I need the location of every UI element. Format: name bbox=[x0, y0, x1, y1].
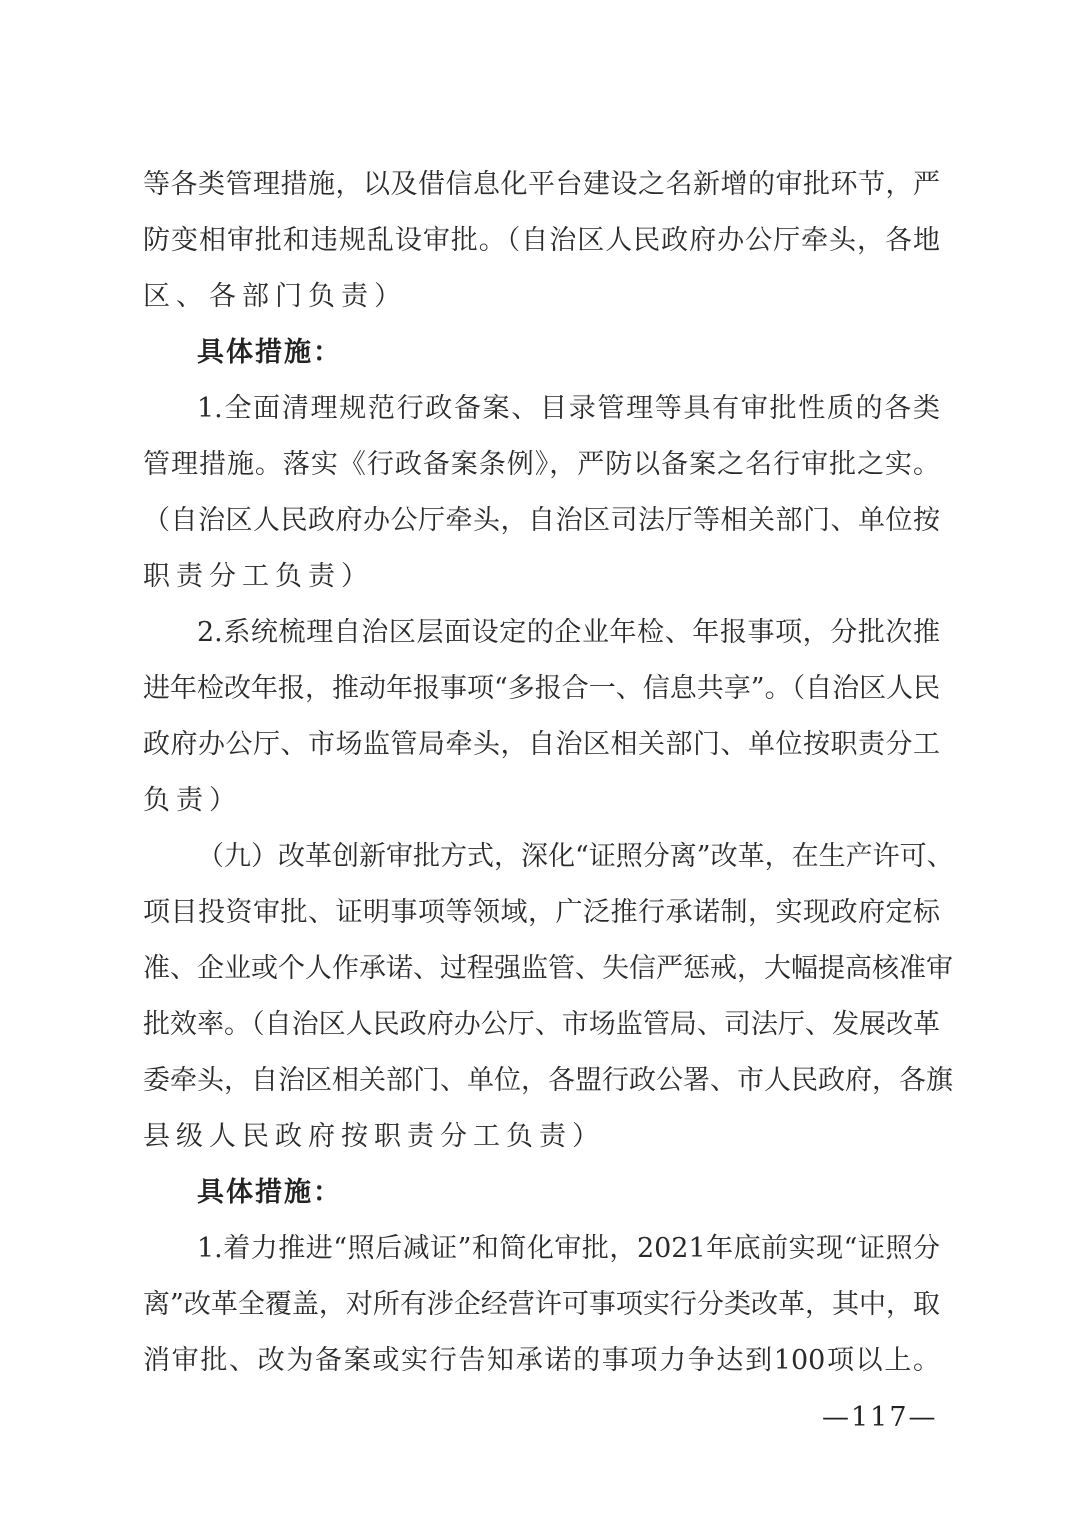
page-number: —117— bbox=[822, 1402, 938, 1433]
body-line: （自治区人民政府办公厅牵头，自治区司法厅等相关部门、单位按 bbox=[143, 505, 940, 536]
body-line: 进年检改年报，推动年报事项“多报合一、信息共享”。（自治区人民 bbox=[143, 673, 941, 704]
body-line: 负责） bbox=[143, 785, 242, 816]
body-line: 区、各部门负责） bbox=[143, 281, 407, 312]
body-line: 1.全面清理规范行政备案、目录管理等具有审批性质的各类 bbox=[197, 393, 940, 424]
body-line: 1.着力推进“照后减证”和简化审批，2021年底前实现“证照分 bbox=[197, 1233, 940, 1264]
body-line: 消审批、改为备案或实行告知承诺的事项力争达到100项以上。 bbox=[143, 1345, 940, 1376]
body-line: 政府办公厅、市场监管局牵头，自治区相关部门、单位按职责分工 bbox=[143, 729, 940, 760]
body-line: 2.系统梳理自治区层面设定的企业年检、年报事项，分批次推 bbox=[197, 617, 940, 648]
section-heading: 具体措施： bbox=[197, 337, 342, 368]
body-line: （九）改革创新审批方式，深化“证照分离”改革，在生产许可、 bbox=[197, 841, 954, 872]
body-line: 准、企业或个人作承诺、过程强监管、失信严惩戒，大幅提高核准审 bbox=[143, 953, 953, 984]
body-line: 防变相审批和违规乱设审批。（自治区人民政府办公厅牵头，各地 bbox=[143, 225, 940, 256]
body-line: 职责分工负责） bbox=[143, 561, 374, 592]
body-line: 批效率。（自治区人民政府办公厅、市场监管局、司法厅、发展改革 bbox=[143, 1009, 940, 1040]
body-line: 委牵头，自治区相关部门、单位，各盟行政公署、市人民政府，各旗 bbox=[143, 1065, 953, 1096]
body-line: 管理措施。落实《行政备案条例》，严防以备案之名行审批之实。 bbox=[143, 449, 940, 480]
section-heading: 具体措施： bbox=[197, 1177, 342, 1208]
body-line: 县级人民政府按职责分工负责） bbox=[143, 1121, 605, 1152]
body-line: 等各类管理措施，以及借信息化平台建设之名新增的审批环节，严 bbox=[143, 169, 940, 200]
body-line: 离”改革全覆盖，对所有涉企经营许可事项实行分类改革，其中，取 bbox=[143, 1289, 940, 1320]
body-line: 项目投资审批、证明事项等领域，广泛推行承诺制，实现政府定标 bbox=[143, 897, 940, 928]
